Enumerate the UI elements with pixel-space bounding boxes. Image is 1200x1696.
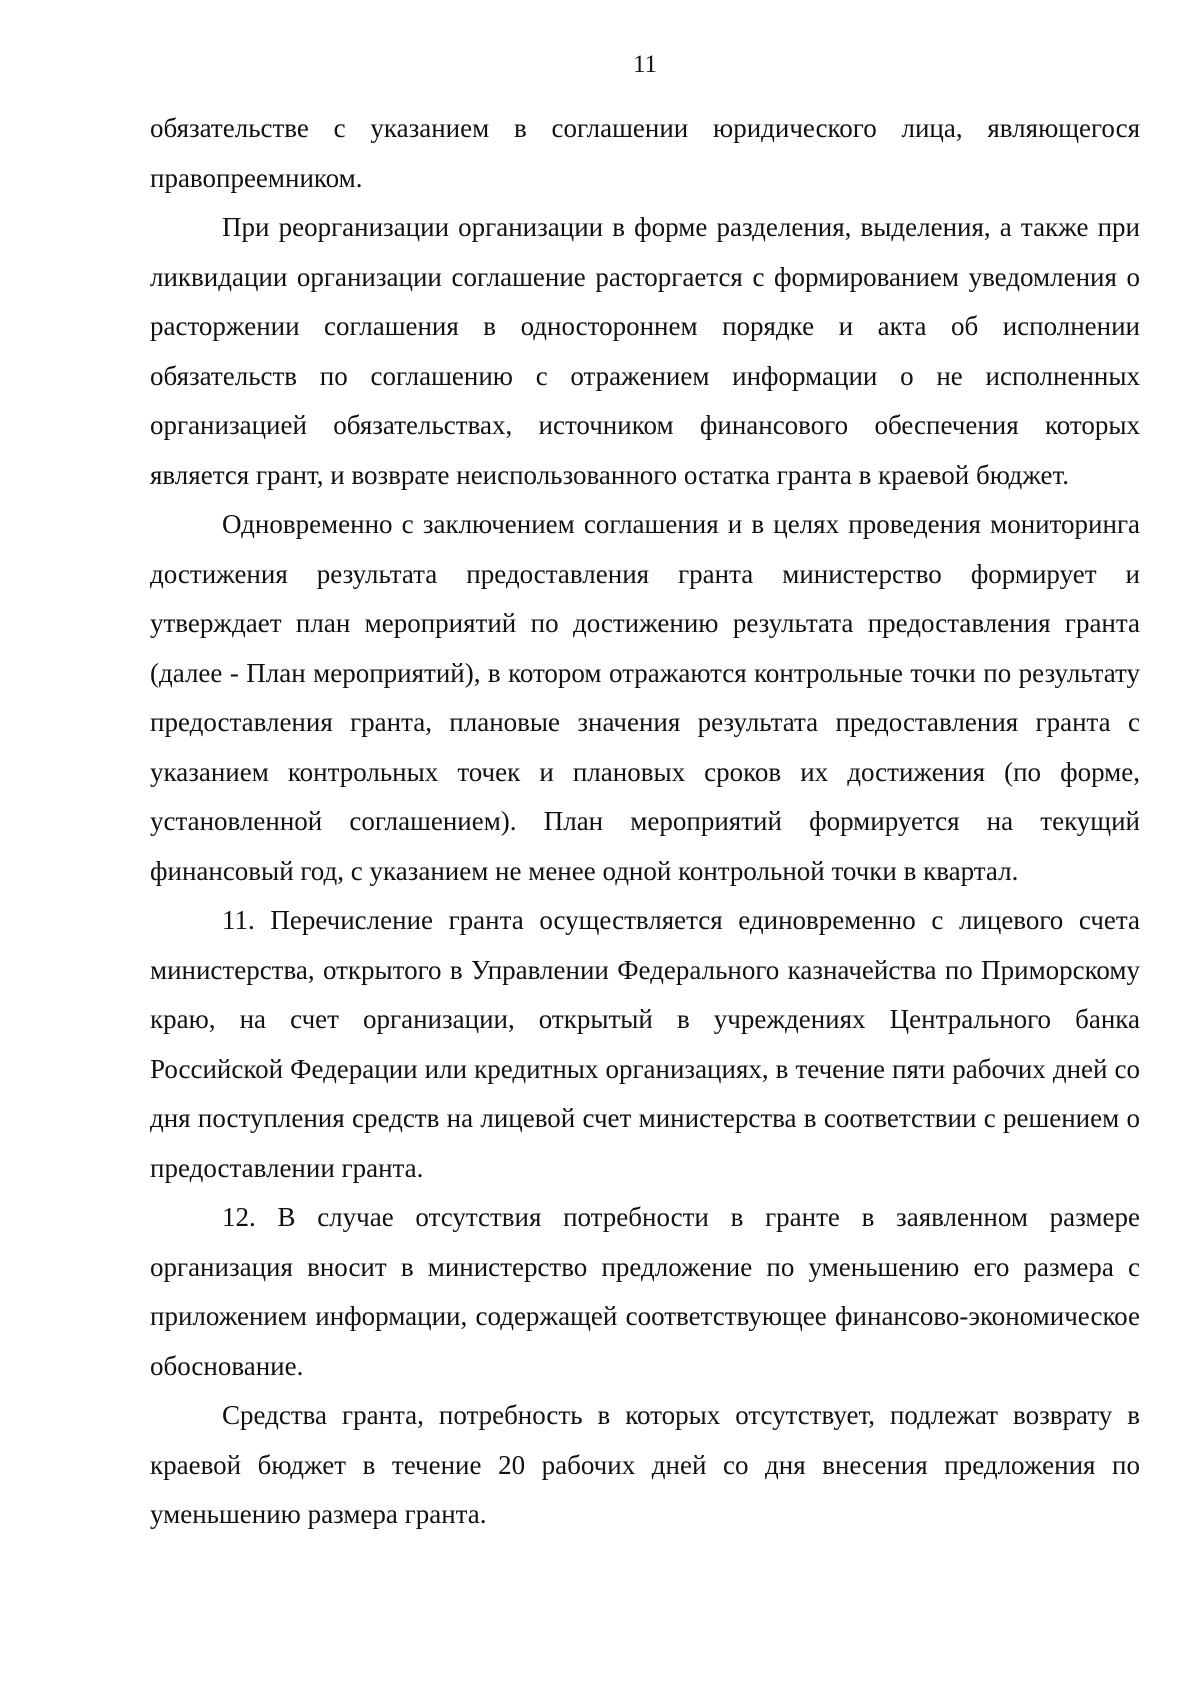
paragraph-grant-return: Средства гранта, потребность в которых отсутствует, подлежат возврату в краевой бюджет в течение 20 рабочих дней со дня внесения предложения по уменьшению размера гранта. [150,1400,1140,1529]
paragraph-continuation: обязательстве с указанием в соглашении юридического лица, являющегося правопреемником. [150,113,1140,193]
page-number: 11 [632,51,658,78]
paragraph-item-12: 12. В случае отсутствия потребности в гранте в заявленном размере организация вносит в министерство предложение по уменьшению его размера с приложением информации, содержащей соответствующее финансово-экономическое обоснование. [150,1202,1140,1381]
paragraph-monitoring-plan: Одновременно с заключением соглашения и в целях проведения мониторинга достижения результата предоставления гранта министерство формирует и утверждает план мероприятий по достижению результата предоставления гранта (далее - План мероприятий), в котором отражаются контрольные точки по результату предоставления гранта, плановые значения результата предоставления гранта с указанием контрольных точек и плановых сроков их достижения (по форме, установленной соглашением). План мероприятий формируется на текущий финансовый год, с указанием не менее одной контрольной точки в квартал. [150,509,1140,886]
document-body [150,104,1140,1540]
paragraph-reorganization: При реорганизации организации в форме разделения, выделения, а также при ликвидации организации соглашение расторгается с формированием уведомления о расторжении соглашения в одностороннем порядке и акта об исполнении обязательств по соглашению с отражением информации о не исполненных организацией обязательствах, источником финансового обеспечения которых является грант, и возврате неиспользованного остатка гранта в краевой бюджет. [150,212,1140,490]
paragraph-item-11: 11. Перечисление гранта осуществляется единовременно с лицевого счета министерства, открытого в Управлении Федерального казначейства по Приморскому краю, на счет организации, открытый в учреждениях Центрального банка Российской Федерации или кредитных организациях, в течение пяти рабочих дней со дня поступления средств на лицевой счет министерства в соответствии с решением о предоставлении гранта. [150,905,1140,1183]
